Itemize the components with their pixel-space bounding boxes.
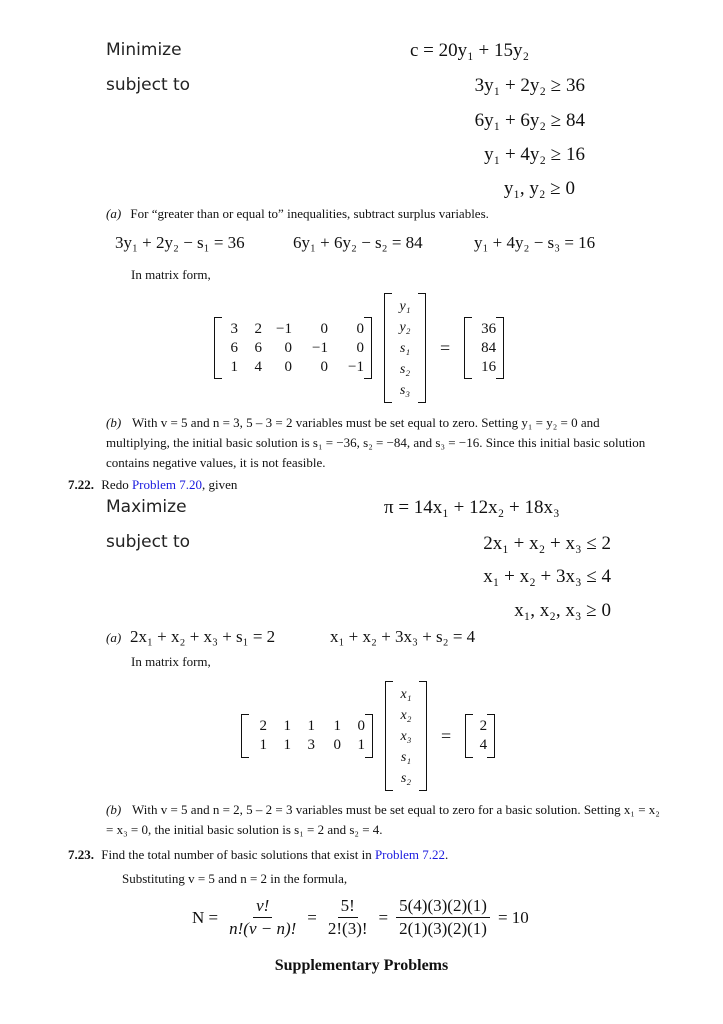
basic-solutions-formula [192, 896, 529, 939]
matrix-cell-r1-c2: 2 [254, 320, 262, 337]
matrix-cell-r1-c3: −1 [276, 320, 292, 337]
rhs-vector [465, 714, 495, 758]
fraction-numerator: v! [253, 896, 272, 918]
section-heading: Supplementary Problems [274, 957, 449, 974]
matrix-cell-r1-c5: 0 [357, 718, 365, 734]
part-a-text: For “greater than or equal to” inequalities, subtract surplus variables. [130, 206, 489, 221]
surplus-equation-1: 3y₁ + 2y₂ − s₁ = 36 [115, 233, 245, 252]
equals-sign: = [440, 337, 451, 358]
nonnegativity-constraint: x₁, x₂, x₃ ≥ 0 [514, 600, 611, 621]
matrix-cell-r2-c1: 1 [259, 737, 267, 753]
variable-entry-5: s₃ [399, 382, 411, 398]
problem-722-heading [68, 475, 237, 495]
matrix-equation-1 [214, 292, 504, 404]
subject-to-label: subject to [106, 532, 191, 552]
rhs-entry-r2-c1: 4 [479, 737, 488, 753]
matrix-cell-r1-c4: 1 [333, 718, 341, 734]
matrix-cell-r2-c2: 1 [283, 737, 291, 753]
coefficient-matrix [214, 317, 372, 379]
variable-vector [385, 681, 427, 791]
rhs-entry-r1-c1: 2 [479, 718, 488, 734]
fraction-denominator: 2(1)(3)(2)(1) [399, 919, 487, 938]
part-b-label: (b) [106, 415, 122, 430]
part-b-paragraph [106, 800, 662, 840]
problem-intro: Redo [101, 477, 129, 492]
maximize-label: Maximize [106, 497, 187, 517]
matrix-form-label: In matrix form, [131, 654, 211, 669]
variable-entry-5: s₂ [400, 770, 412, 786]
matrix-cell-r2-c3: 0 [284, 339, 292, 356]
slack-equation-1: 2x₁ + x₂ + x₃ + s₁ = 2 [130, 627, 276, 646]
matrix-cell-r2-c5: 1 [357, 737, 365, 753]
fraction-numerator: 5(4)(3)(2)(1) [396, 896, 490, 918]
equals-sign: = [378, 907, 389, 927]
surplus-equation-2: 6y₁ + 6y₂ − s₂ = 84 [293, 233, 423, 252]
rhs-entry-r1-c1: 36 [481, 320, 497, 337]
part-a-label: (a) [106, 206, 122, 221]
matrix-cell-r2-c5: 0 [356, 339, 364, 356]
formula-lhs: N = [192, 907, 219, 927]
problem-question: Find the total number of basic solutions that exist in [101, 847, 372, 862]
objective-function: c = 20y₁ + 15y₂ [410, 40, 530, 61]
substitution-text: Substituting v = 5 and n = 2 in the formula, [122, 871, 348, 886]
matrix-cell-r2-c2: 6 [254, 339, 262, 356]
variable-entry-3: x₃ [400, 728, 412, 744]
variable-entry-3: s₁ [399, 340, 411, 356]
problem-question-tail: . [445, 847, 449, 862]
matrix-cell-r2-c4: 0 [333, 737, 341, 753]
matrix-cell-r3-c3: 0 [284, 358, 292, 375]
matrix-cell-r1-c5: 0 [356, 320, 364, 337]
problem-723-heading [68, 845, 448, 865]
variable-entry-1: x₁ [400, 686, 412, 702]
constraint-2: x₁ + x₂ + 3x₃ ≤ 4 [483, 566, 611, 587]
constraint-1: 3y₁ + 2y₂ ≥ 36 [474, 75, 585, 96]
rhs-entry-r2-c1: 84 [481, 339, 497, 356]
coefficient-matrix [241, 714, 373, 758]
part-b-text: With v = 5 and n = 3, 5 – 3 = 2 variables must be set equal to zero. Setting y₁ = y₂ = 0 and multiplying, the initial basic solution is s₁ = −36, s₂ = −84, and s₃ = −16. Since this initial basic solution contains negative values, it is not feasible. [106, 415, 646, 470]
part-b-text: With v = 5 and n = 2, 5 – 2 = 3 variables must be set equal to zero for a basic solution. Setting x₁ = x₂ = x₃ = 0, the initial basic solution is s₁ = 2 and s₂ = 4. [106, 802, 660, 837]
objective-function: π = 14x₁ + 12x₂ + 18x₃ [384, 497, 560, 518]
matrix-cell-r3-c1: 1 [230, 358, 238, 375]
variable-entry-1: y₁ [399, 298, 411, 314]
matrix-cell-r1-c1: 2 [259, 718, 267, 734]
constraint-2: 6y₁ + 6y₂ ≥ 84 [474, 110, 585, 131]
combination-fraction [226, 896, 299, 939]
matrix-form-label: In matrix form, [131, 267, 211, 282]
fraction-numerator: 5! [338, 896, 358, 918]
fraction-denominator: n!(v − n)! [229, 919, 297, 938]
substituted-fraction [325, 896, 371, 939]
matrix-cell-r3-c5: −1 [348, 358, 364, 375]
rhs-vector [464, 317, 504, 379]
fraction-denominator: 2!(3)! [327, 919, 368, 938]
surplus-equation-3: y₁ + 4y₂ − s₃ = 16 [474, 233, 596, 252]
equals-sign: = [307, 907, 317, 927]
rhs-entry-r3-c1: 16 [481, 358, 497, 375]
formula-result: = 10 [497, 907, 529, 927]
matrix-cell-r3-c4: 0 [320, 358, 328, 375]
constraint-1: 2x₁ + x₂ + x₃ ≤ 2 [483, 533, 611, 554]
variable-vector [384, 293, 426, 403]
matrix-cell-r1-c2: 1 [283, 718, 291, 734]
slack-equation-2: x₁ + x₂ + 3x₃ + s₂ = 4 [330, 627, 476, 646]
matrix-cell-r1-c4: 0 [320, 320, 328, 337]
variable-entry-4: s₁ [400, 749, 412, 765]
matrix-cell-r1-c1: 3 [230, 320, 238, 337]
matrix-cell-r2-c4: −1 [312, 339, 328, 356]
matrix-equation-2 [241, 680, 495, 792]
expanded-fraction [396, 896, 490, 939]
problem-number: 7.23. [68, 847, 94, 862]
problem-intro-tail: , given [202, 477, 238, 492]
problem-720-link[interactable]: Problem 7.20 [131, 477, 203, 492]
equals-sign: = [441, 725, 452, 746]
subject-to-label: subject to [106, 75, 191, 95]
matrix-cell-r3-c2: 4 [254, 358, 262, 375]
problem-722-link[interactable]: Problem 7.22 [374, 847, 446, 862]
matrix-cell-r1-c3: 1 [307, 718, 315, 734]
minimize-label: Minimize [106, 40, 182, 60]
matrix-cell-r2-c3: 3 [307, 737, 315, 753]
variable-entry-2: x₂ [400, 707, 412, 723]
nonnegativity-constraint: y₁, y₂ ≥ 0 [503, 178, 575, 199]
variable-entry-2: y₂ [399, 319, 411, 335]
constraint-3: y₁ + 4y₂ ≥ 16 [484, 144, 585, 165]
problem-number: 7.22. [68, 477, 94, 492]
part-a-line [106, 628, 121, 648]
variable-entry-4: s₂ [399, 361, 411, 377]
part-a-line [106, 204, 489, 224]
part-b-label: (b) [106, 802, 122, 817]
matrix-cell-r2-c1: 6 [230, 339, 238, 356]
part-a-label: (a) [106, 630, 122, 645]
part-b-paragraph [106, 413, 658, 473]
